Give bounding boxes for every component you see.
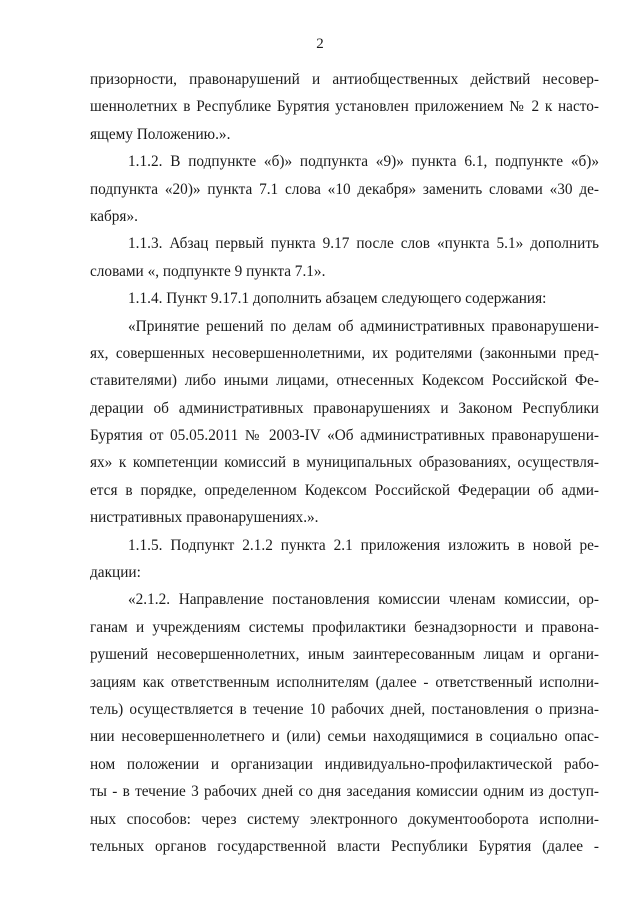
text-line: ты - в течение 3 рабочих дней со дня заседания комиссии одним из доступ-: [90, 783, 599, 801]
text-line: подпункта «20)» пункта 7.1 слова «10 декабря» заменить словами «30 де-: [90, 180, 599, 198]
text-line: Бурятия от 05.05.2011 № 2003-IV «Об административных правонарушени-: [90, 427, 599, 445]
text-line: 1.1.5. Подпункт 2.1.2 пункта 2.1 приложения изложить в новой ре-: [128, 536, 599, 554]
page-number: 2: [316, 36, 324, 52]
text-line: 1.1.3. Абзац первый пункта 9.17 после слов «пункта 5.1» дополнить: [128, 235, 599, 253]
text-line: кабря».: [90, 207, 138, 225]
text-line: ется в порядке, определенном Кодексом Российской Федерации об адми-: [90, 481, 599, 499]
text-line: 1.1.4. Пункт 9.17.1 дополнить абзацем следующего содержания:: [128, 290, 547, 308]
text-line: ганам и учреждениям системы профилактики безнадзорности и правона-: [90, 618, 599, 636]
text-line: дерации об административных правонарушениях и Законом Республики: [90, 399, 599, 417]
text-line: ставителями) либо иными лицами, отнесенных Кодексом Российской Фе-: [90, 372, 599, 390]
text-line: ях, совершенных несовершеннолетними, их родителями (законными пред-: [90, 344, 599, 362]
text-line: призорности, правонарушений и антиобщественных действий несовер-: [90, 71, 599, 88]
text-line: рушений несовершеннолетних, иным заинтересованным лицам и органи-: [90, 646, 599, 664]
text-line: 1.1.2. В подпункте «б)» подпункта «9)» пункта 6.1, подпункте «б)»: [128, 153, 599, 171]
text-line: тель) осуществляется в течение 10 рабочих дней, постановления о призна-: [90, 700, 599, 718]
text-line: ящему Положению.».: [90, 125, 231, 143]
text-line: «2.1.2. Направление постановления комиссии членам комиссии, ор-: [128, 591, 599, 609]
text-line: словами «, подпункте 9 пункта 7.1».: [90, 262, 326, 280]
text-line: «Принятие решений по делам об административных правонарушени-: [128, 317, 599, 335]
text-line: нии несовершеннолетнего и (или) семьи находящимися в социально опас-: [90, 728, 599, 746]
text-line: ном положении и организации индивидуально-профилактической рабо-: [90, 755, 599, 773]
document-body: [90, 66, 599, 860]
text-line: ях» к компетенции комиссий в муниципальных образованиях, осуществля-: [90, 454, 599, 472]
text-line: тельных органов государственной власти Республики Бурятия (далее -: [90, 837, 599, 855]
text-line: зациям как ответственным исполнителям (далее - ответственный исполни-: [90, 673, 599, 691]
text-line: дакции:: [90, 564, 141, 582]
text-line: шеннолетних в Республике Бурятия установлен приложением № 2 к насто-: [90, 98, 599, 116]
text-line: ных способов: через систему электронного документооборота исполни-: [90, 810, 599, 828]
text-line: нистративных правонарушениях.».: [90, 509, 319, 527]
